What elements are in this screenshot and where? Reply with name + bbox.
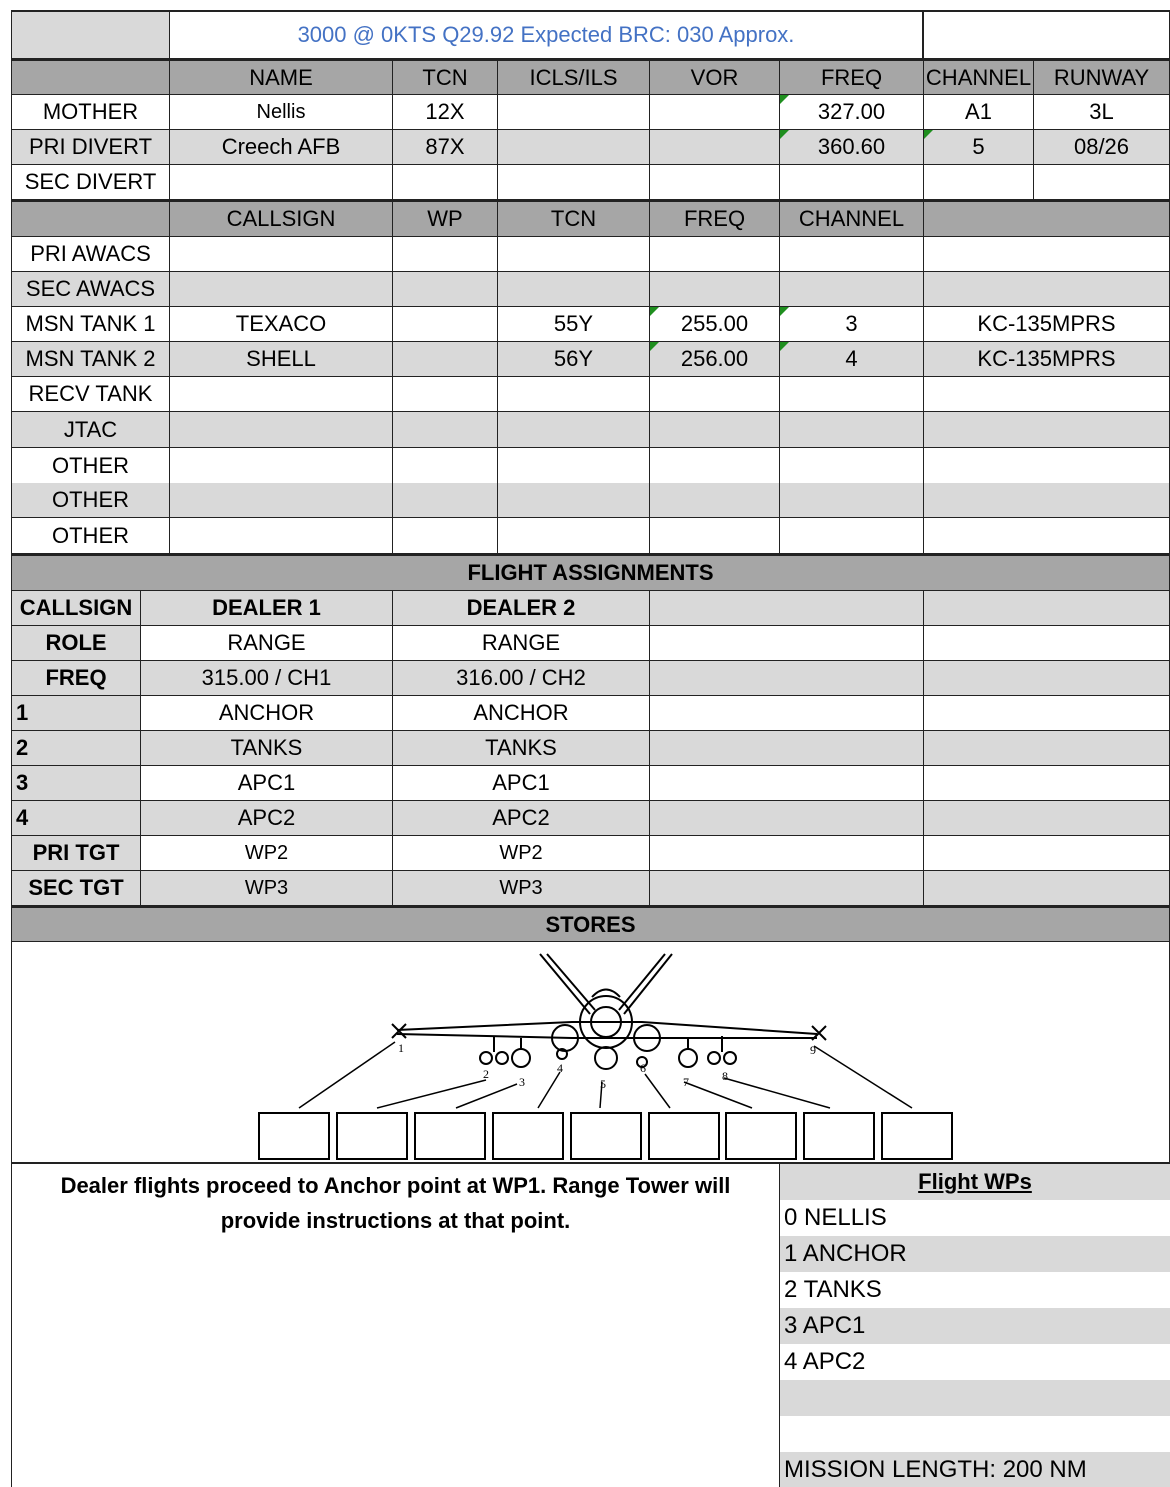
support-header-blank xyxy=(11,200,170,237)
channel-cell[interactable] xyxy=(780,377,924,412)
station-box-1[interactable] xyxy=(259,1113,329,1159)
callsign-cell[interactable]: TEXACO xyxy=(170,307,393,342)
station-arrow-4 xyxy=(538,1072,560,1108)
flight-4-cell[interactable] xyxy=(924,836,1170,871)
table-row xyxy=(11,836,1170,871)
flight-2-cell[interactable]: 316.00 / CH2 xyxy=(393,661,650,696)
flight-3-cell[interactable] xyxy=(650,836,924,871)
wp-cell[interactable] xyxy=(393,342,498,377)
callsign-cell[interactable] xyxy=(170,483,393,518)
icls-cell[interactable] xyxy=(498,165,650,200)
table-row xyxy=(11,871,1170,906)
freq-cell[interactable] xyxy=(780,165,924,200)
flight-wps-panel xyxy=(780,1164,1170,1487)
table-row xyxy=(11,801,1170,836)
flight-4-cell[interactable] xyxy=(924,661,1170,696)
flight-4-cell[interactable] xyxy=(924,871,1170,906)
type-cell[interactable] xyxy=(924,377,1170,412)
flight-2-cell[interactable]: DEALER 2 xyxy=(393,591,650,626)
table-row xyxy=(11,448,1170,484)
station-arrow-3 xyxy=(456,1084,517,1108)
row-label: 2 xyxy=(11,731,141,766)
col-header-tcn: TCN xyxy=(498,200,650,237)
col-header-channel: CHANNEL xyxy=(780,200,924,237)
tcn-cell[interactable] xyxy=(498,272,650,307)
table-row xyxy=(11,342,1170,377)
runway-cell[interactable]: 08/26 xyxy=(1034,130,1170,165)
table-row xyxy=(11,412,1170,448)
wp-cell[interactable] xyxy=(393,518,498,554)
row-label: OTHER xyxy=(11,448,170,484)
station-arrow-7 xyxy=(684,1082,752,1108)
flight-4-cell[interactable] xyxy=(924,801,1170,836)
aircraft-icon xyxy=(392,954,826,1069)
type-cell[interactable] xyxy=(924,483,1170,518)
stores-title: STORES xyxy=(11,906,1170,942)
mission-notes-text: Dealer flights proceed to Anchor point at WP1. Range Tower will provide instructions at that point. xyxy=(60,1173,731,1233)
flight-1-cell[interactable]: TANKS xyxy=(141,731,393,766)
row-label: OTHER xyxy=(11,483,170,518)
col-header-tcn: TCN xyxy=(393,59,498,95)
support-header-row xyxy=(11,200,1170,237)
table-row xyxy=(11,766,1170,801)
row-label: PRI DIVERT xyxy=(11,130,170,165)
channel-cell[interactable] xyxy=(780,483,924,518)
flight-3-cell[interactable] xyxy=(650,591,924,626)
name-cell[interactable] xyxy=(170,165,393,200)
freq-cell[interactable] xyxy=(650,518,780,554)
col-header-icls: ICLS/ILS xyxy=(498,59,650,95)
flight-wps-title: Flight WPs xyxy=(780,1164,1170,1200)
row-label: CALLSIGN xyxy=(11,591,141,626)
row-label: SEC TGT xyxy=(11,871,141,906)
row-label: MSN TANK 2 xyxy=(11,342,170,377)
flight-4-cell[interactable] xyxy=(924,766,1170,801)
wp-cell[interactable] xyxy=(393,412,498,448)
type-cell[interactable] xyxy=(924,237,1170,272)
flight-3-cell[interactable] xyxy=(650,731,924,766)
station-box-5[interactable] xyxy=(571,1113,641,1159)
table-row xyxy=(11,661,1170,696)
type-cell[interactable] xyxy=(924,448,1170,484)
col-header-wp: WP xyxy=(393,200,498,237)
station-number: 5 xyxy=(600,1077,606,1091)
tcn-cell[interactable] xyxy=(498,518,650,554)
col-header-type xyxy=(924,200,1170,237)
flight-assignments-title: FLIGHT ASSIGNMENTS xyxy=(11,554,1170,591)
table-row xyxy=(11,95,1170,130)
waypoint-item[interactable]: 2 TANKS xyxy=(780,1272,1170,1308)
channel-cell[interactable] xyxy=(780,518,924,554)
station-number: 2 xyxy=(483,1067,489,1081)
aircraft-stores-diagram xyxy=(12,942,1169,1162)
flight-3-cell[interactable] xyxy=(650,766,924,801)
callsign-cell[interactable] xyxy=(170,448,393,484)
flight-2-cell[interactable]: TANKS xyxy=(393,731,650,766)
runway-cell[interactable] xyxy=(1034,165,1170,200)
title-row-blank xyxy=(11,12,170,59)
table-row xyxy=(11,377,1170,412)
table-row xyxy=(11,696,1170,731)
stores-area xyxy=(11,942,1170,1164)
waypoint-item[interactable]: 4 APC2 xyxy=(780,1344,1170,1380)
wp-cell[interactable] xyxy=(393,307,498,342)
flight-2-cell[interactable]: RANGE xyxy=(393,626,650,661)
flight-1-cell[interactable]: DEALER 1 xyxy=(141,591,393,626)
flight-4-cell[interactable] xyxy=(924,731,1170,766)
tcn-cell[interactable] xyxy=(393,165,498,200)
station-box-7[interactable] xyxy=(726,1113,796,1159)
flight-3-cell[interactable] xyxy=(650,801,924,836)
vor-cell[interactable] xyxy=(650,165,780,200)
row-label: SEC DIVERT xyxy=(11,165,170,200)
title-row-blank-right xyxy=(924,12,1170,59)
flight-3-cell[interactable] xyxy=(650,661,924,696)
airfield-header-row xyxy=(11,59,1170,95)
type-cell[interactable]: KC-135MPRS xyxy=(924,342,1170,377)
name-cell[interactable]: Creech AFB xyxy=(170,130,393,165)
tcn-cell[interactable]: 87X xyxy=(393,130,498,165)
row-label: ROLE xyxy=(11,626,141,661)
mission-length: MISSION LENGTH: 200 NM xyxy=(780,1452,1170,1487)
col-header-channel: CHANNEL xyxy=(924,59,1034,95)
freq-cell[interactable]: 255.00 xyxy=(650,307,780,342)
row-label: PRI AWACS xyxy=(11,237,170,272)
callsign-cell[interactable] xyxy=(170,272,393,307)
station-box-8[interactable] xyxy=(804,1113,874,1159)
waypoint-item[interactable] xyxy=(780,1416,1170,1452)
wp-cell[interactable] xyxy=(393,448,498,484)
channel-cell[interactable]: 3 xyxy=(780,307,924,342)
flight-3-cell[interactable] xyxy=(650,626,924,661)
station-number: 9 xyxy=(810,1043,816,1057)
wp-cell[interactable] xyxy=(393,377,498,412)
table-row xyxy=(11,130,1170,165)
freq-cell[interactable] xyxy=(650,483,780,518)
flight-1-cell[interactable]: WP3 xyxy=(141,871,393,906)
station-box-2[interactable] xyxy=(337,1113,407,1159)
station-arrow-6 xyxy=(645,1074,670,1108)
tcn-cell[interactable] xyxy=(498,237,650,272)
col-header-freq: FREQ xyxy=(780,59,924,95)
freq-cell[interactable] xyxy=(650,272,780,307)
tcn-cell[interactable]: 56Y xyxy=(498,342,650,377)
station-number: 8 xyxy=(722,1069,728,1083)
freq-cell[interactable] xyxy=(650,412,780,448)
flight-2-cell[interactable]: ANCHOR xyxy=(393,696,650,731)
channel-cell[interactable] xyxy=(780,237,924,272)
flight-2-cell[interactable]: WP2 xyxy=(393,836,650,871)
waypoint-item[interactable]: 1 ANCHOR xyxy=(780,1236,1170,1272)
freq-cell[interactable]: 256.00 xyxy=(650,342,780,377)
row-label: FREQ xyxy=(11,661,141,696)
row-label: OTHER xyxy=(11,518,170,554)
station-arrow-9 xyxy=(814,1046,912,1108)
channel-cell[interactable] xyxy=(780,448,924,484)
channel-cell[interactable] xyxy=(780,412,924,448)
flight-4-cell[interactable] xyxy=(924,591,1170,626)
flight-1-cell[interactable]: APC1 xyxy=(141,766,393,801)
col-header-callsign: CALLSIGN xyxy=(170,200,393,237)
row-label: MSN TANK 1 xyxy=(11,307,170,342)
wp-cell[interactable] xyxy=(393,483,498,518)
flight-4-cell[interactable] xyxy=(924,626,1170,661)
col-header-runway: RUNWAY xyxy=(1034,59,1170,95)
channel-cell[interactable]: 4 xyxy=(780,342,924,377)
station-boxes xyxy=(259,1113,952,1159)
waypoint-item[interactable]: 3 APC1 xyxy=(780,1308,1170,1344)
freq-cell[interactable]: 360.60 xyxy=(780,130,924,165)
station-box-9[interactable] xyxy=(882,1113,952,1159)
table-row xyxy=(11,307,1170,342)
flight-2-cell[interactable]: APC2 xyxy=(393,801,650,836)
row-label: JTAC xyxy=(11,412,170,448)
airfield-header-blank xyxy=(11,59,170,95)
channel-cell[interactable] xyxy=(924,165,1034,200)
flight-3-cell[interactable] xyxy=(650,696,924,731)
station-box-3[interactable] xyxy=(415,1113,485,1159)
station-number: 6 xyxy=(640,1061,646,1075)
flight-1-cell[interactable]: RANGE xyxy=(141,626,393,661)
tcn-cell[interactable] xyxy=(498,483,650,518)
page-title: 3000 @ 0KTS Q29.92 Expected BRC: 030 Approx. xyxy=(170,12,924,59)
flight-2-cell[interactable]: WP3 xyxy=(393,871,650,906)
vor-cell[interactable] xyxy=(650,95,780,130)
channel-cell[interactable]: A1 xyxy=(924,95,1034,130)
tcn-cell[interactable] xyxy=(498,412,650,448)
station-number: 7 xyxy=(683,1075,689,1089)
row-label: SEC AWACS xyxy=(11,272,170,307)
col-header-name: NAME xyxy=(170,59,393,95)
type-cell[interactable] xyxy=(924,412,1170,448)
station-arrow-2 xyxy=(377,1080,486,1108)
row-label: 3 xyxy=(11,766,141,801)
channel-cell[interactable] xyxy=(780,272,924,307)
flight-1-cell[interactable]: 315.00 / CH1 xyxy=(141,661,393,696)
callsign-cell[interactable] xyxy=(170,412,393,448)
row-label: 1 xyxy=(11,696,141,731)
row-label: 4 xyxy=(11,801,141,836)
channel-cell[interactable]: 5 xyxy=(924,130,1034,165)
freq-cell[interactable] xyxy=(650,377,780,412)
table-row xyxy=(11,237,1170,272)
row-label: RECV TANK xyxy=(11,377,170,412)
tcn-cell[interactable]: 12X xyxy=(393,95,498,130)
title-row xyxy=(11,12,1170,59)
wp-cell[interactable] xyxy=(393,272,498,307)
col-header-freq: FREQ xyxy=(650,200,780,237)
callsign-cell[interactable] xyxy=(170,518,393,554)
station-arrows xyxy=(299,1042,912,1108)
name-cell[interactable]: Nellis xyxy=(170,95,393,130)
type-cell[interactable]: KC-135MPRS xyxy=(924,307,1170,342)
vor-cell[interactable] xyxy=(650,130,780,165)
table-row xyxy=(11,626,1170,661)
station-box-6[interactable] xyxy=(649,1113,719,1159)
station-arrow-1 xyxy=(299,1042,395,1108)
table-row xyxy=(11,518,1170,554)
icls-cell[interactable] xyxy=(498,130,650,165)
mission-notes xyxy=(11,1164,780,1487)
callsign-cell[interactable] xyxy=(170,237,393,272)
callsign-cell[interactable]: SHELL xyxy=(170,342,393,377)
wp-cell[interactable] xyxy=(393,237,498,272)
col-header-vor: VOR xyxy=(650,59,780,95)
tcn-cell[interactable] xyxy=(498,377,650,412)
table-row xyxy=(11,591,1170,626)
type-cell[interactable] xyxy=(924,272,1170,307)
runway-cell[interactable]: 3L xyxy=(1034,95,1170,130)
tcn-cell[interactable] xyxy=(498,448,650,484)
freq-cell[interactable]: 327.00 xyxy=(780,95,924,130)
table-row xyxy=(11,731,1170,766)
freq-cell[interactable] xyxy=(650,237,780,272)
table-row xyxy=(11,272,1170,307)
tcn-cell[interactable]: 55Y xyxy=(498,307,650,342)
table-row xyxy=(11,165,1170,200)
row-label: PRI TGT xyxy=(11,836,141,871)
waypoint-item[interactable] xyxy=(780,1380,1170,1416)
flight-1-cell[interactable]: ANCHOR xyxy=(141,696,393,731)
row-label: MOTHER xyxy=(11,95,170,130)
flight-1-cell[interactable]: APC2 xyxy=(141,801,393,836)
freq-cell[interactable] xyxy=(650,448,780,484)
flight-1-cell[interactable]: WP2 xyxy=(141,836,393,871)
station-number: 3 xyxy=(519,1075,525,1089)
flight-2-cell[interactable]: APC1 xyxy=(393,766,650,801)
type-cell[interactable] xyxy=(924,518,1170,554)
callsign-cell[interactable] xyxy=(170,377,393,412)
icls-cell[interactable] xyxy=(498,95,650,130)
flight-3-cell[interactable] xyxy=(650,871,924,906)
flight-4-cell[interactable] xyxy=(924,696,1170,731)
table-row xyxy=(11,483,1170,518)
station-box-4[interactable] xyxy=(493,1113,563,1159)
station-number: 1 xyxy=(398,1041,404,1055)
waypoint-item[interactable]: 0 NELLIS xyxy=(780,1200,1170,1236)
station-number: 4 xyxy=(557,1061,563,1075)
